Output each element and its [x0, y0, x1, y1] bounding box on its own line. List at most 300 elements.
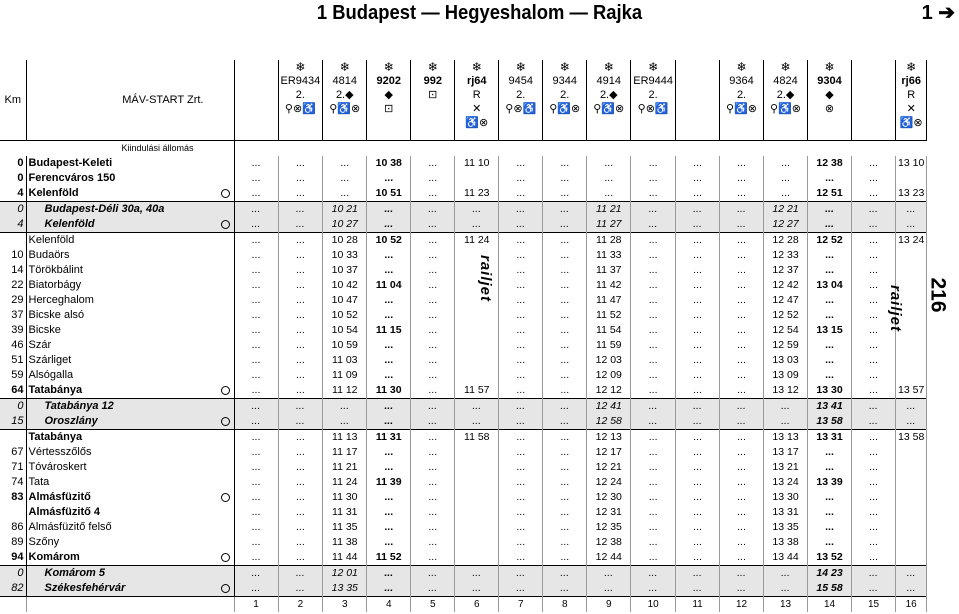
time-cell: 12 51	[808, 186, 852, 202]
time-cell: ...	[631, 505, 676, 520]
time-cell: ...	[499, 398, 543, 414]
time-cell: 13 44	[764, 550, 808, 566]
station-name	[26, 475, 234, 490]
column-number: 16	[896, 596, 927, 612]
time-cell: ...	[234, 263, 278, 278]
table-row	[0, 263, 927, 278]
time-cell: ...	[411, 535, 455, 550]
time-cell	[896, 490, 927, 505]
time-cell: ...	[411, 338, 455, 353]
time-cell: ...	[367, 201, 411, 217]
table-row	[0, 565, 927, 581]
train-header	[676, 60, 720, 140]
time-cell: ...	[764, 414, 808, 430]
time-cell: 11 39	[367, 475, 411, 490]
time-cell: 11 12	[323, 383, 367, 399]
time-cell: ...	[499, 217, 543, 233]
time-cell: 12 30	[587, 490, 631, 505]
km-value: 94	[0, 550, 26, 566]
time-cell: ...	[587, 171, 631, 186]
time-cell: ...	[720, 308, 764, 323]
station-name	[26, 505, 234, 520]
time-cell: ...	[411, 263, 455, 278]
time-cell: ...	[367, 248, 411, 263]
station-name	[26, 414, 234, 430]
time-cell: ...	[808, 171, 852, 186]
time-cell: 12 17	[587, 445, 631, 460]
time-cell: ...	[234, 201, 278, 217]
time-cell: ...	[543, 445, 587, 460]
time-cell: ...	[764, 171, 808, 186]
time-cell: ...	[499, 414, 543, 430]
time-cell: ...	[499, 171, 543, 186]
time-cell: ...	[499, 308, 543, 323]
time-cell	[896, 550, 927, 566]
station-label: Komárom	[28, 550, 80, 563]
table-row	[0, 201, 927, 217]
time-cell: 12 03	[587, 353, 631, 368]
time-cell: 12 21	[764, 201, 808, 217]
time-cell: ...	[234, 398, 278, 414]
table-row	[0, 445, 927, 460]
station-label: Szár	[28, 338, 52, 351]
time-cell: 12 12	[587, 383, 631, 399]
time-cell: ...	[543, 232, 587, 248]
time-cell: ...	[808, 217, 852, 233]
time-cell: 11 59	[587, 338, 631, 353]
time-cell: 12 54	[764, 323, 808, 338]
time-cell: ...	[852, 368, 896, 383]
station-name	[26, 490, 234, 505]
time-cell	[455, 445, 499, 460]
column-number: 13	[764, 596, 808, 612]
time-cell: 11 30	[367, 383, 411, 399]
time-cell: ...	[234, 581, 278, 597]
station-name	[26, 232, 234, 248]
time-cell: ...	[543, 475, 587, 490]
time-cell: ...	[455, 398, 499, 414]
time-cell: ...	[411, 232, 455, 248]
time-cell: ...	[543, 505, 587, 520]
time-cell: ...	[278, 505, 323, 520]
time-cell: ...	[631, 445, 676, 460]
time-cell: ...	[499, 201, 543, 217]
time-cell	[896, 353, 927, 368]
train-snow: ❄	[648, 60, 659, 74]
time-cell: ...	[852, 278, 896, 293]
time-cell: 13 31	[808, 429, 852, 445]
time-cell	[455, 520, 499, 535]
table-row	[0, 383, 927, 399]
time-cell: ...	[278, 278, 323, 293]
station-label: Alsógalla	[28, 368, 74, 381]
time-cell: ...	[499, 323, 543, 338]
empty-cell	[26, 596, 234, 612]
km-value: 51	[0, 353, 26, 368]
time-cell: 10 38	[367, 156, 411, 171]
time-cell: ...	[720, 217, 764, 233]
time-cell: 11 31	[323, 505, 367, 520]
time-cell: ...	[808, 505, 852, 520]
time-cell: ...	[852, 383, 896, 399]
column-number: 4	[367, 596, 411, 612]
time-cell: ...	[543, 186, 587, 202]
time-cell	[455, 171, 499, 186]
train-snow: ❄	[780, 60, 791, 74]
time-cell: 15 58	[808, 581, 852, 597]
time-cell: ...	[411, 368, 455, 383]
time-cell: ...	[631, 278, 676, 293]
time-cell: ...	[234, 550, 278, 566]
time-cell: ...	[631, 201, 676, 217]
time-cell: ...	[808, 520, 852, 535]
time-cell: ...	[499, 535, 543, 550]
time-cell: ...	[278, 308, 323, 323]
time-cell: ...	[720, 565, 764, 581]
train-cls: 2.	[295, 89, 305, 101]
table-row	[0, 278, 927, 293]
origin-label: Kiindulási állomás	[26, 140, 234, 156]
time-cell: ...	[852, 293, 896, 308]
time-cell: ...	[764, 186, 808, 202]
time-cell: ...	[676, 263, 720, 278]
time-cell: ...	[278, 581, 323, 597]
station-label: Szárliget	[28, 353, 72, 366]
time-cell: 11 21	[587, 201, 631, 217]
station-label: Tóvároskert	[28, 460, 87, 473]
train-fac: ⚲♿⊗	[770, 103, 802, 115]
table-row	[0, 171, 927, 186]
time-cell: ...	[720, 263, 764, 278]
time-cell: ...	[676, 248, 720, 263]
time-cell: ...	[499, 383, 543, 399]
time-cell: ...	[720, 368, 764, 383]
time-cell: 13 35	[323, 581, 367, 597]
time-cell: 11 44	[323, 550, 367, 566]
time-cell: ...	[499, 550, 543, 566]
time-cell: ...	[720, 338, 764, 353]
time-cell: ...	[499, 520, 543, 535]
time-cell: ...	[631, 248, 676, 263]
side-table-number: 216	[926, 277, 950, 313]
time-cell: ...	[278, 445, 323, 460]
station-name	[26, 565, 234, 581]
time-cell: ...	[543, 278, 587, 293]
train-header	[234, 60, 278, 140]
train-header	[852, 60, 896, 140]
km-value: 0	[0, 201, 26, 217]
time-cell: ...	[631, 368, 676, 383]
time-cell: ...	[676, 490, 720, 505]
time-cell: ...	[278, 171, 323, 186]
time-cell: 13 09	[764, 368, 808, 383]
time-cell: 11 27	[587, 217, 631, 233]
time-cell: ...	[411, 201, 455, 217]
stop-circle-icon	[221, 584, 230, 593]
time-cell: ...	[455, 581, 499, 597]
time-cell: 12 33	[764, 248, 808, 263]
time-cell: ...	[411, 429, 455, 445]
km-value: 0	[0, 398, 26, 414]
station-name	[26, 186, 234, 202]
time-cell: ...	[852, 490, 896, 505]
time-cell: ...	[676, 232, 720, 248]
table-row	[0, 232, 927, 248]
time-cell: ...	[499, 156, 543, 171]
train-snow: ❄	[383, 60, 394, 74]
time-cell: ...	[896, 565, 927, 581]
time-cell: ...	[543, 565, 587, 581]
time-cell	[896, 171, 927, 186]
train-cls: 2.◆	[776, 89, 795, 101]
time-cell	[455, 535, 499, 550]
time-cell: 11 31	[367, 429, 411, 445]
time-cell: ...	[234, 475, 278, 490]
time-cell: ...	[720, 293, 764, 308]
time-cell: ...	[367, 293, 411, 308]
time-cell: ...	[720, 520, 764, 535]
time-cell: ...	[543, 263, 587, 278]
time-cell: ...	[808, 293, 852, 308]
time-cell: ...	[676, 535, 720, 550]
stop-circle-icon	[221, 417, 230, 426]
time-cell: ...	[720, 505, 764, 520]
time-cell: 10 42	[323, 278, 367, 293]
station-label: Oroszlány	[44, 414, 98, 427]
train-header	[323, 60, 367, 140]
time-cell: ...	[234, 186, 278, 202]
time-cell: ...	[543, 429, 587, 445]
time-cell: ...	[323, 156, 367, 171]
km-value: 83	[0, 490, 26, 505]
time-cell	[455, 338, 499, 353]
column-number: 12	[720, 596, 764, 612]
train-no: 4824	[773, 75, 798, 87]
table-row	[0, 353, 927, 368]
time-cell	[455, 550, 499, 566]
time-cell: ...	[543, 156, 587, 171]
time-cell: 13 58	[896, 429, 927, 445]
time-cell: ...	[499, 581, 543, 597]
table-row	[0, 550, 927, 566]
train-fac: ⚲♿⊗	[329, 103, 361, 115]
operator-label: MÁV-START Zrt.	[26, 60, 234, 140]
time-cell: ...	[411, 414, 455, 430]
time-cell: ...	[720, 490, 764, 505]
table-row	[0, 535, 927, 550]
time-cell: ...	[278, 217, 323, 233]
station-name	[26, 201, 234, 217]
station-label: Ferencváros 150	[28, 171, 116, 184]
train-no: rj66	[901, 75, 921, 87]
time-cell: ...	[808, 460, 852, 475]
train-sym: ✕	[472, 103, 482, 115]
time-cell: ...	[852, 156, 896, 171]
table-row	[0, 398, 927, 414]
time-cell: ...	[234, 232, 278, 248]
station-name	[26, 581, 234, 597]
time-cell: ...	[808, 308, 852, 323]
station-label: Vértesszőlős	[28, 445, 92, 458]
station-name	[26, 278, 234, 293]
time-cell: 12 42	[764, 278, 808, 293]
km-value: 89	[0, 535, 26, 550]
table-row	[0, 156, 927, 171]
time-cell: 11 35	[323, 520, 367, 535]
time-cell: ...	[676, 338, 720, 353]
time-cell: ...	[499, 490, 543, 505]
column-number: 3	[323, 596, 367, 612]
train-header	[808, 60, 852, 140]
time-cell: ...	[852, 217, 896, 233]
train-no: 9364	[729, 75, 754, 87]
time-cell: ...	[499, 338, 543, 353]
train-header	[499, 60, 543, 140]
time-cell: 11 09	[323, 368, 367, 383]
time-cell: ...	[631, 520, 676, 535]
time-cell: 12 09	[587, 368, 631, 383]
time-cell: 12 37	[764, 263, 808, 278]
time-cell: 11 10	[455, 156, 499, 171]
km-value: 64	[0, 383, 26, 399]
train-cls: ◆	[384, 89, 393, 101]
time-cell: ...	[278, 398, 323, 414]
train-no: 4914	[596, 75, 621, 87]
time-cell: ...	[543, 217, 587, 233]
time-cell: 12 01	[323, 565, 367, 581]
time-cell: ...	[455, 201, 499, 217]
time-cell: 13 52	[808, 550, 852, 566]
train-snow: ❄	[603, 60, 614, 74]
time-cell: ...	[234, 505, 278, 520]
station-name	[26, 445, 234, 460]
train-header	[720, 60, 764, 140]
time-cell: ...	[411, 505, 455, 520]
station-name	[26, 398, 234, 414]
time-cell: ...	[720, 429, 764, 445]
table-row	[0, 338, 927, 353]
time-cell	[896, 445, 927, 460]
station-name	[26, 308, 234, 323]
time-cell: 12 41	[587, 398, 631, 414]
column-number: 14	[808, 596, 852, 612]
time-cell: ...	[852, 171, 896, 186]
time-cell: ...	[278, 186, 323, 202]
station-label: Törökbálint	[28, 263, 83, 276]
time-cell: ...	[234, 383, 278, 399]
time-cell: ...	[411, 520, 455, 535]
time-cell: ...	[367, 171, 411, 186]
time-cell: 10 51	[367, 186, 411, 202]
time-cell	[896, 520, 927, 535]
time-cell: ...	[631, 429, 676, 445]
train-no: ER9434	[280, 75, 321, 87]
stop-circle-icon	[221, 220, 230, 229]
time-cell: ...	[499, 232, 543, 248]
time-cell: 11 21	[323, 460, 367, 475]
train-cls: 2.	[516, 89, 526, 101]
time-cell: ...	[234, 278, 278, 293]
time-cell: ...	[587, 156, 631, 171]
time-cell: ...	[852, 429, 896, 445]
time-cell: 13 35	[764, 520, 808, 535]
time-cell: ...	[278, 156, 323, 171]
time-cell: ...	[367, 398, 411, 414]
time-cell: ...	[278, 248, 323, 263]
km-value: 0	[0, 171, 26, 186]
time-cell: ...	[411, 550, 455, 566]
time-cell: ...	[676, 565, 720, 581]
time-cell: ...	[323, 186, 367, 202]
time-cell: 12 21	[587, 460, 631, 475]
train-header	[631, 60, 676, 140]
km-value: 10	[0, 248, 26, 263]
time-cell: ...	[234, 414, 278, 430]
time-cell: ...	[676, 353, 720, 368]
time-cell: ...	[411, 445, 455, 460]
time-cell: ...	[234, 338, 278, 353]
km-value: 46	[0, 338, 26, 353]
train-header	[896, 60, 927, 140]
time-cell: ...	[720, 475, 764, 490]
time-cell: ...	[234, 171, 278, 186]
time-cell	[896, 535, 927, 550]
time-cell: ...	[631, 293, 676, 308]
km-value: 0	[0, 156, 26, 171]
time-cell: 10 47	[323, 293, 367, 308]
time-cell: ...	[278, 368, 323, 383]
km-value: 15	[0, 414, 26, 430]
time-cell	[896, 368, 927, 383]
time-cell: ...	[499, 353, 543, 368]
time-cell: 13 03	[764, 353, 808, 368]
time-cell: ...	[367, 505, 411, 520]
time-cell: 13 58	[808, 414, 852, 430]
train-cls: 2.	[648, 89, 658, 101]
table-number: 1 ➔	[921, 2, 955, 24]
time-cell: ...	[499, 475, 543, 490]
time-cell: ...	[278, 353, 323, 368]
station-name	[26, 293, 234, 308]
station-name	[26, 460, 234, 475]
table-row	[0, 308, 927, 323]
station-label: Bicske alsó	[28, 308, 85, 321]
time-cell: 11 04	[367, 278, 411, 293]
time-cell: ...	[543, 308, 587, 323]
time-cell	[896, 475, 927, 490]
time-cell: 10 33	[323, 248, 367, 263]
station-name	[26, 353, 234, 368]
time-cell: ...	[543, 338, 587, 353]
time-cell: ...	[852, 338, 896, 353]
time-cell: 12 28	[764, 232, 808, 248]
time-cell: ...	[852, 201, 896, 217]
time-cell: ...	[631, 535, 676, 550]
time-cell: ...	[720, 535, 764, 550]
time-cell: ...	[411, 581, 455, 597]
train-sym: ⊡	[428, 89, 438, 101]
time-cell: 11 03	[323, 353, 367, 368]
time-cell: ...	[720, 383, 764, 399]
time-cell: ...	[543, 460, 587, 475]
train-no: 9202	[376, 75, 401, 87]
time-cell: 11 47	[587, 293, 631, 308]
time-cell: 12 38	[808, 156, 852, 171]
station-name	[26, 171, 234, 186]
km-value	[0, 429, 26, 445]
time-cell: ...	[543, 171, 587, 186]
time-cell: ...	[543, 581, 587, 597]
